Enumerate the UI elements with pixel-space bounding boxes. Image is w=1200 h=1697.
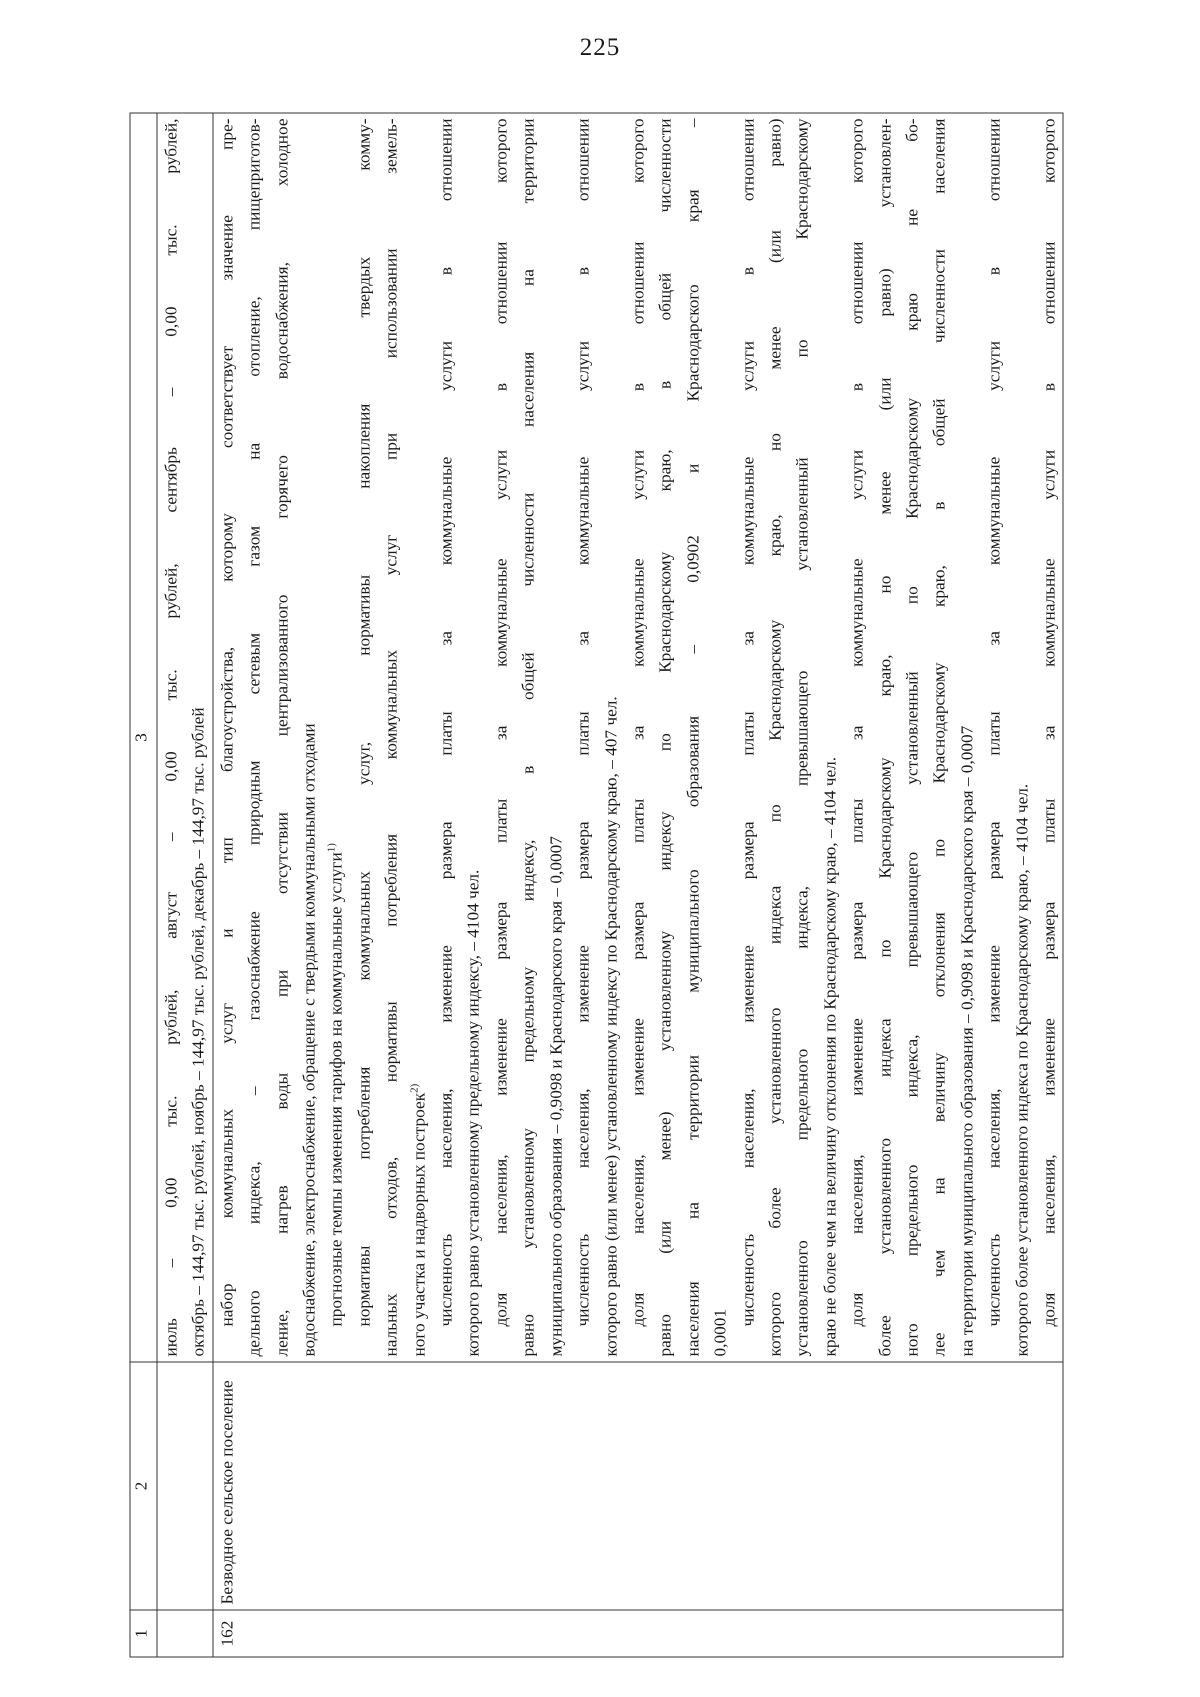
text-line-content: которого равно (или менее) установленному индексу по Краснодарскому краю, – 407 чел. [600, 696, 620, 1357]
text-line-content: краю не более чем на величину отклонения по Краснодарскому краю, – 4104 чел. [819, 756, 839, 1357]
text-line [761, 119, 788, 1357]
text-line-content: равно установленному предельному индексу, в общей численности населения на территории [518, 118, 538, 1357]
cell-empty-name [157, 1362, 213, 1610]
text-line-content: доля населения, изменение размера платы за коммунальные услуги в отношении которого [490, 118, 510, 1327]
text-line-content: которого равно установленному предельному индексу, – 4104 чел. [463, 869, 483, 1357]
table-header-row [130, 113, 157, 1657]
document-table [129, 113, 1063, 1658]
text-line [597, 119, 624, 1357]
text-line [459, 119, 486, 1357]
footnote-marker: 2) [407, 1083, 420, 1093]
row-description [212, 113, 1063, 1362]
text-line [843, 119, 870, 1357]
text-line-content: ного предельного индекса, превышающего установленный по Краснодарскому краю не бо- [901, 118, 921, 1357]
header-col-1: 1 [130, 1610, 157, 1657]
text-line [1035, 119, 1062, 1357]
text-line [268, 119, 295, 1357]
text-line [706, 119, 733, 1357]
text-line [624, 119, 651, 1357]
text-line: октябрь – 144,97 тыс. рублей, ноябрь – 144,97 тыс. рублей, декабрь – 144,97 тыс. рублей [188, 707, 208, 1357]
page-number: 225 [579, 34, 621, 61]
text-line [898, 119, 925, 1357]
text-line-content: доля населения, изменение размера платы за коммунальные услуги в отношении которого [847, 118, 867, 1327]
text-line [542, 119, 569, 1357]
text-line [953, 119, 980, 1357]
text-line-content: набор коммунальных услуг и тип благоустройства, которому соответствует значение пре- [216, 118, 236, 1327]
text-line-content: численность населения, изменение размера платы за коммунальные услуги в отношении [984, 118, 1004, 1327]
text-line [405, 119, 432, 1357]
row-number: 162 [212, 1610, 1063, 1657]
text-line [679, 119, 706, 1357]
footnote-marker: 1) [325, 843, 338, 853]
text-line [350, 119, 377, 1357]
settlement-name: Безводное сельское поселение [212, 1362, 1063, 1610]
text-line-content: нальных отходов, нормативы потребления коммунальных услуг при использовании земель- [381, 118, 401, 1357]
text-line-content: ление, нагрев воды при отсутствии централизованного горячего водоснабжения, холодное [271, 118, 291, 1357]
text-line-content: лее чем на величину отклонения по Краснодарскому краю, в общей численности населения [929, 118, 949, 1357]
text-line [734, 119, 761, 1357]
text-line-content: дельного индекса, – газоснабжение природным сетевым газом на отопление, пищеприготов- [244, 118, 264, 1357]
text-line [487, 119, 514, 1357]
header-col-3: 3 [130, 113, 157, 1362]
text-line-content: которого более установленного индекса по Краснодарскому краю, но менее (или равно) [764, 118, 784, 1357]
text-line-content: населения на территории муниципального образования – 0,0902 и Краснодарского края – [682, 118, 702, 1357]
text-line-content: доля населения, изменение размера платы за коммунальные услуги в отношении которого [627, 118, 647, 1327]
text-line-content: которого более установленного индекса по Краснодарскому краю, – 4104 чел. [1011, 783, 1031, 1357]
header-col-2: 2 [130, 1362, 157, 1610]
text-line [240, 119, 267, 1357]
text-line [816, 119, 843, 1357]
text-line-content: муниципального образования – 0,9098 и Краснодарского края – 0,0007 [545, 836, 565, 1357]
text-line: июль – 0,00 тыс. рублей, август – 0,00 тыс. рублей, сентябрь – 0,00 тыс. рублей, [161, 118, 180, 1357]
table-row-continuation [157, 113, 213, 1657]
text-line-content: доля населения, изменение размера платы за коммунальные услуги в отношении которого [1039, 118, 1058, 1327]
text-line-content: численность населения, изменение размера платы за коммунальные услуги в отношении [573, 118, 593, 1327]
text-line-content: численность населения, изменение размера платы за коммунальные услуги в отношении [436, 118, 456, 1327]
text-line [322, 119, 349, 1357]
text-line [980, 119, 1007, 1357]
text-line [432, 119, 459, 1357]
text-line-content: установленного предельного индекса, превышающего установленный по Краснодарскому [792, 118, 812, 1357]
text-line [569, 119, 596, 1357]
text-line [788, 119, 815, 1357]
text-line [377, 119, 404, 1357]
text-line [514, 119, 541, 1357]
text-line-content: равно (или менее) установленному индексу по Краснодарскому краю, в общей численности [655, 118, 675, 1357]
text-line-content: более установленного индекса по Краснодарскому краю, но менее (или равно) установлен- [874, 118, 894, 1357]
text-line-content: 0,0001 [710, 1308, 730, 1357]
text-line [213, 119, 240, 1357]
text-line-content: водоснабжение, электроснабжение, обращение с твердыми коммунальными отходами [299, 723, 319, 1357]
text-line-content: нормативы потребления коммунальных услуг, нормативы накопления твердых комму- [353, 118, 373, 1327]
text-line-content: численность населения, изменение размера платы за коммунальные услуги в отношении [737, 118, 757, 1327]
text-line [871, 119, 898, 1357]
text-line [1008, 119, 1035, 1357]
text-line-content: прогнозные темпы изменения тарифов на коммунальные услуги [326, 852, 346, 1327]
cell-continuation-text [157, 113, 213, 1362]
text-line [295, 119, 322, 1357]
table-row [212, 113, 1063, 1657]
rotated-table-container [129, 113, 1079, 1658]
cell-empty-number [157, 1610, 213, 1657]
text-line [925, 119, 952, 1357]
text-line-content: на территории муниципального образования – 0,9098 и Краснодарского края – 0,0007 [956, 725, 976, 1357]
text-line [651, 119, 678, 1357]
text-line-content: ного участка и надворных построек [408, 1092, 428, 1357]
